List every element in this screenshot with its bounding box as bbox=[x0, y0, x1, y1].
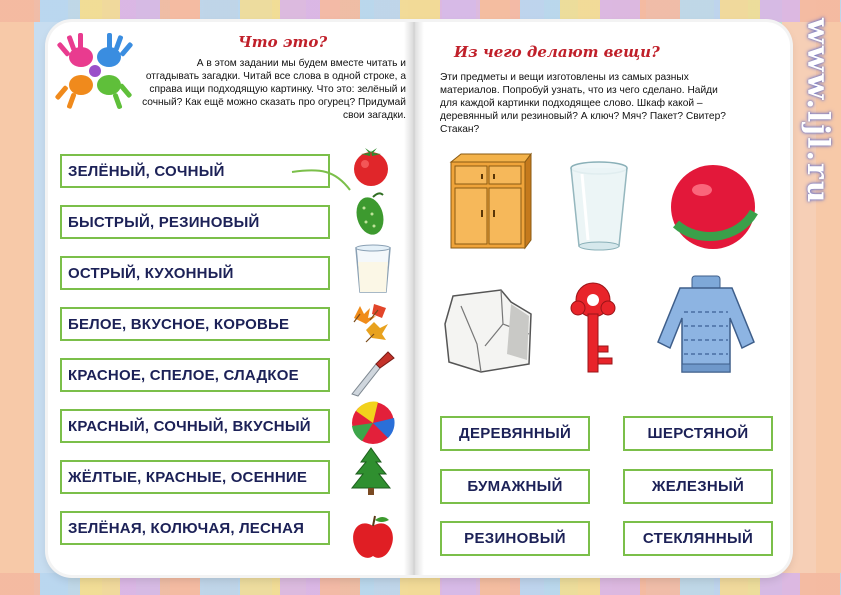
riddle-box[interactable]: БЫСТРЫЙ, РЕЗИНОВЫЙ bbox=[60, 205, 330, 239]
riddle-box[interactable]: ЗЕЛЁНАЯ, КОЛЮЧАЯ, ЛЕСНАЯ bbox=[60, 511, 330, 545]
left-page-intro: А в этом задании мы будем вместе читать и отгадывать загадки. Читай все слова в одной строке, а справа ищи подходящую картинку. Что это: зелёный и сочный? Как ещё можно сказать про огурец? Придумай свои загадки. bbox=[142, 58, 406, 121]
ball-icon[interactable] bbox=[348, 398, 398, 448]
riddle-box[interactable]: ЖЁЛТЫЕ, КРАСНЫЕ, ОСЕННИЕ bbox=[60, 460, 330, 494]
hands-logo-icon bbox=[52, 26, 138, 116]
apple-icon[interactable] bbox=[348, 512, 398, 562]
riddle-box[interactable]: ОСТРЫЙ, КУХОННЫЙ bbox=[60, 256, 330, 290]
autumn-leaves-icon[interactable] bbox=[346, 296, 396, 346]
material-box[interactable]: ЖЕЛЕЗНЫЙ bbox=[623, 469, 773, 504]
right-page-intro: Эти предметы и вещи изготовлены из самых разных материалов. Попробуй узнать, что из чего сделано. Найди для каждой картинки подходящее слово. Шкаф какой – деревянный или резиновый? А ключ? Мяч? Пакет? Свитер? Стакан? bbox=[440, 72, 726, 135]
sweater-icon[interactable] bbox=[654, 272, 758, 376]
tomato-icon[interactable] bbox=[346, 140, 396, 190]
book-spine bbox=[404, 22, 424, 575]
riddle-box[interactable]: БЕЛОЕ, ВКУСНОЕ, КОРОВЬЕ bbox=[60, 307, 330, 341]
left-page-title: Что это? bbox=[238, 33, 328, 51]
riddle-box[interactable]: КРАСНЫЙ, СОЧНЫЙ, ВКУСНЫЙ bbox=[60, 409, 330, 443]
ball-icon[interactable] bbox=[668, 162, 758, 252]
cucumber-icon[interactable] bbox=[346, 188, 396, 238]
wardrobe-icon[interactable] bbox=[447, 152, 535, 252]
riddle-box[interactable]: КРАСНОЕ, СПЕЛОЕ, СЛАДКОЕ bbox=[60, 358, 330, 392]
material-box[interactable]: РЕЗИНОВЫЙ bbox=[440, 521, 590, 556]
glass-icon[interactable] bbox=[568, 160, 630, 252]
material-box[interactable]: ДЕРЕВЯННЫЙ bbox=[440, 416, 590, 451]
right-page-title: Из чего делают вещи? bbox=[454, 43, 660, 61]
watermark: www.ljl.ru bbox=[800, 18, 835, 205]
bottom-stripes bbox=[0, 573, 841, 595]
top-stripes bbox=[0, 0, 841, 22]
material-box[interactable]: ШЕРСТЯНОЙ bbox=[623, 416, 773, 451]
milk-glass-icon[interactable] bbox=[348, 244, 398, 294]
paper-bag-icon[interactable] bbox=[441, 284, 537, 376]
key-icon[interactable] bbox=[560, 280, 626, 376]
fir-tree-icon[interactable] bbox=[346, 446, 396, 496]
knife-icon[interactable] bbox=[346, 350, 396, 400]
material-box[interactable]: БУМАЖНЫЙ bbox=[440, 469, 590, 504]
riddle-box[interactable]: ЗЕЛЁНЫЙ, СОЧНЫЙ bbox=[60, 154, 330, 188]
answer-connector-line bbox=[290, 164, 352, 194]
material-box[interactable]: СТЕКЛЯННЫЙ bbox=[623, 521, 773, 556]
